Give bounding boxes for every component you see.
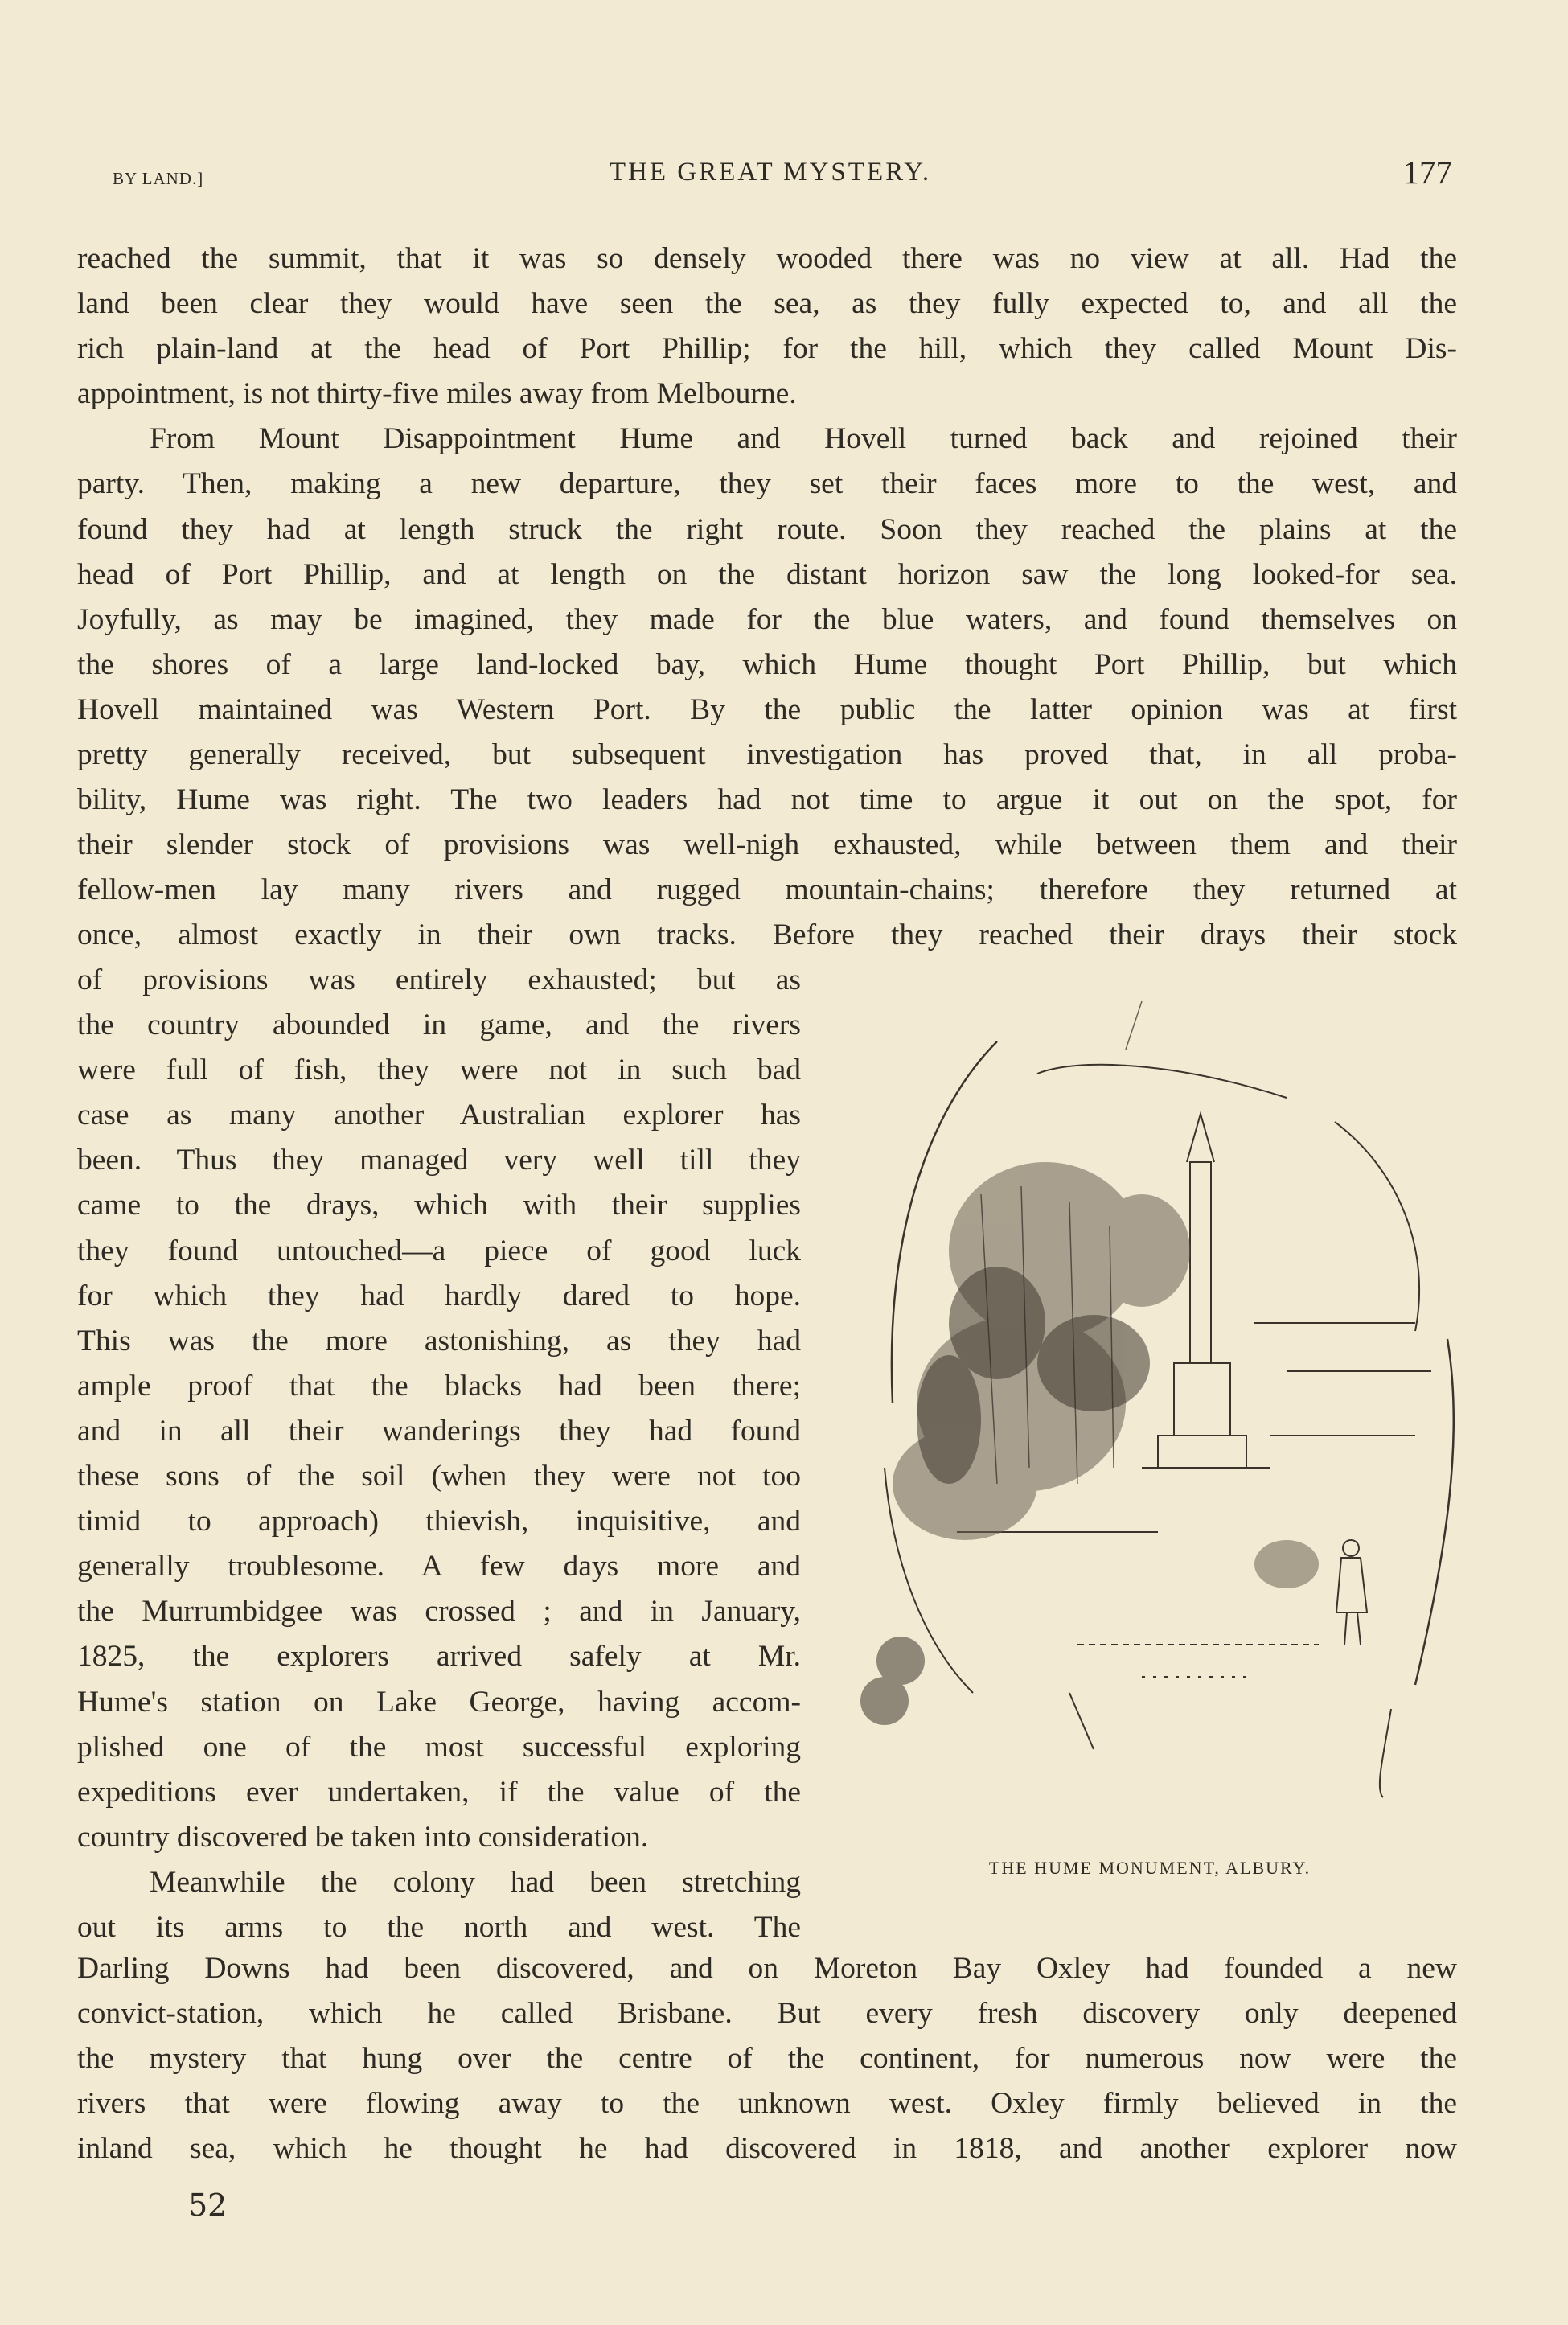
text-line: Darling Downs had been discovered, and on Moreton Bay Oxley had founded a new [77,1952,1457,1985]
header-title: THE GREAT MYSTERY. [609,158,932,187]
hume-monument-illustration [836,985,1472,1838]
text-line: found they had at length struck the right route. Soon they reached the plains at the [77,512,1457,546]
text-line: their slender stock of provisions was well-nigh exhausted, while between them and their [77,828,1457,862]
body-text-bottom [77,1946,1457,2171]
running-header [77,154,1463,206]
text-line: convict-station, which he called Brisbane. But every fresh discovery only deepened [77,1997,1457,2031]
text-line: appointment, is not thirty-five miles away from Melbourne. [77,377,797,411]
text-line: generally troublesome. A few days more and [77,1550,801,1584]
body-text-top [77,236,1457,959]
text-line: Hume's station on Lake George, having accom- [77,1685,801,1719]
header-section-label: BY LAND.] [113,169,204,188]
text-line: been. Thus they managed very well till they [77,1144,801,1177]
printer-signature: 52 [188,2187,228,2223]
text-line: inland sea, which he thought he had discovered in 1818, and another explorer now [77,2132,1457,2166]
text-line: case as many another Australian explorer has [77,1099,801,1132]
page-number: 177 [1402,154,1452,191]
text-line: This was the more astonishing, as they had [77,1324,801,1358]
engraving-drawing [836,985,1472,1838]
text-line: and in all their wanderings they had found [77,1414,801,1448]
text-line: the mystery that hung over the centre of the continent, for numerous now were the [77,2042,1457,2076]
text-line: rich plain-land at the head of Port Phillip; for the hill, which they called Mount Dis- [77,332,1457,366]
text-line: the Murrumbidgee was crossed ; and in January, [77,1595,801,1629]
text-line: head of Port Phillip, and at length on the distant horizon saw the long looked-for sea. [77,557,1457,591]
text-line: the shores of a large land-locked bay, which Hume thought Port Phillip, but which [77,647,1457,681]
text-line: fellow-men lay many rivers and rugged mountain-chains; therefore they returned at [77,873,1457,907]
body-text-beside-illustration [77,958,801,1950]
text-line: Meanwhile the colony had been stretching [150,1865,801,1899]
text-line: 1825, the explorers arrived safely at Mr. [77,1640,801,1674]
text-line: reached the summit, that it was so densely wooded there was no view at all. Had the [77,242,1457,275]
text-line: out its arms to the north and west. The [77,1910,801,1944]
text-line: party. Then, making a new departure, they set their faces more to the west, and [77,467,1457,501]
paragraph-1 [77,236,1457,417]
text-line: land been clear they would have seen the sea, as they fully expected to, and all the [77,287,1457,321]
text-line: pretty generally received, but subsequent investigation has proved that, in all proba- [77,738,1457,772]
text-line: bility, Hume was right. The two leaders had not time to argue it out on the spot, for [77,783,1457,817]
text-line: the country abounded in game, and the rivers [77,1008,801,1042]
paragraph-2 [77,417,1457,958]
text-line: Joyfully, as may be imagined, they made for the blue waters, and found themselves on [77,602,1457,636]
text-line: Hovell maintained was Western Port. By the public the latter opinion was at first [77,692,1457,726]
text-line: rivers that were flowing away to the unknown west. Oxley firmly believed in the [77,2087,1457,2121]
text-line: once, almost exactly in their own tracks. Before they reached their drays their stock [77,918,1457,952]
text-line: timid to approach) thievish, inquisitive, and [77,1505,801,1538]
text-line: country discovered be taken into consideration. [77,1820,649,1854]
text-line: expeditions ever undertaken, if the value of the [77,1775,801,1809]
text-line: these sons of the soil (when they were not too [77,1460,801,1493]
text-line: From Mount Disappointment Hume and Hovell turned back and rejoined their [150,422,1457,456]
text-line: for which they had hardly dared to hope. [77,1279,801,1312]
text-line: came to the drays, which with their supplies [77,1189,801,1222]
text-line: ample proof that the blacks had been there; [77,1369,801,1403]
text-line: of provisions was entirely exhausted; but as [77,963,801,996]
illustration-caption: THE HUME MONUMENT, ALBURY. [988,1858,1311,1878]
text-line: they found untouched—a piece of good luck [77,1234,801,1267]
text-line: were full of fish, they were not in such bad [77,1054,801,1087]
text-line: plished one of the most successful exploring [77,1730,801,1764]
